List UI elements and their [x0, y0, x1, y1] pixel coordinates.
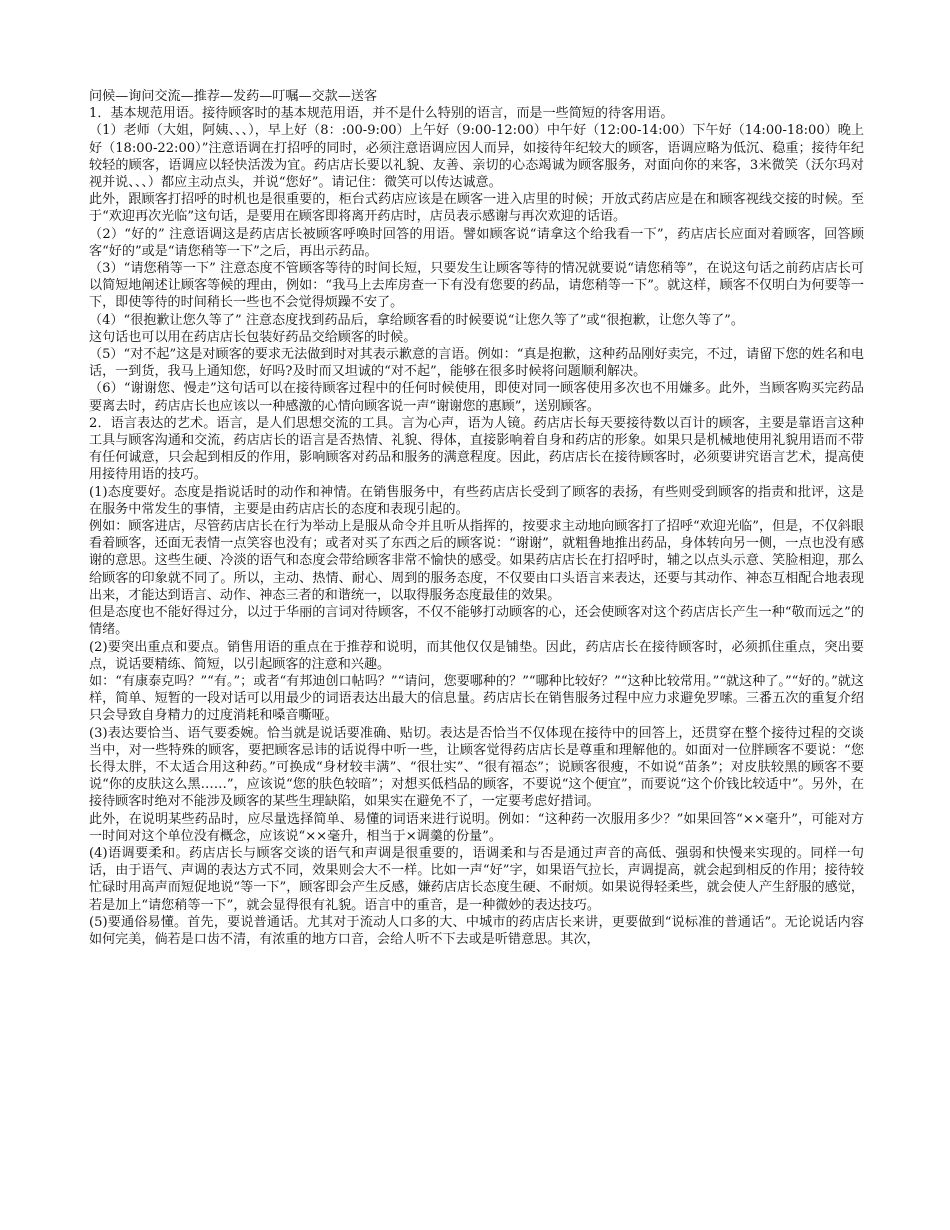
paragraph-ok: （2）“好的” 注意语调这是药店店长被顾客呼唤时回答的用语。譬如顾客说“请拿这个给我看一下”，药店店长应面对着顾客，回答顾客“好的”或是“请您稍等一下”之后，再出示药品。	[89, 226, 864, 259]
paragraph-service-flow: 问候—询问交流—推荐—发药—叮嘱—交款—送客	[89, 89, 378, 104]
paragraph-greeting: （1）老师（大姐，阿姨、、、），早上好（8：:00-9:00）上午好（9:00-12:00）中午好（12:00-14:00）下午好（14:00-18:00）晚上好（18:00-22:00）”注意语调在打招呼的同时，必须注意语调应因人而异，如接待年纪较大的顾客，语调应略为低沉、稳重；接待年纪较轻的顾客，语调应以轻快活泼为宜。药店店长要以礼貌、友善、亲切的心态竭诚为顾客服务，对面向你的来客，3米微笑（沃尔玛对视并说、、、）都应主动点头，并说“您好”。请记住：微笑可以传达诚意。	[89, 123, 864, 191]
paragraph-sorry-wait-usage: 这句话也可以用在药店店长包装好药品交给顾客的时候。	[89, 329, 417, 345]
paragraph-tone: (4)语调要柔和。药店店长与顾客交谈的语气和声调是很重要的，语调柔和与否是通过声音的高低、强弱和快慢来实现的。同样一句话，由于语气、声调的表达方式不同，效果则会大不一样。比如一声“好”字，如果语气拉长，声调提高，就会起到相反的作用；接待较忙碌时用高声而短促地说“等一下”，顾客即会产生反感，嫌药店店长态度生硬、不耐烦。如果说得轻柔些，就会使人产生舒服的感觉，若是加上“请您稍等一下”，就会显得很有礼貌。语言中的重音，是一种微妙的表达技巧。	[89, 845, 864, 913]
paragraph-attitude-example: 例如：顾客进店，尽管药店店长在行为举动上是服从命令并且听从指挥的，按要求主动地向顾客打了招呼“欢迎光临”，但是，不仅斜眼看着顾客，还面无表情一点笑容也没有；或者对买了东西之后的顾客说：“谢谢”，就粗鲁地推出药品，身体转向另一侧，一点也没有感谢的意思。这些生硬、冷淡的语气和态度会带给顾客非常不愉快的感受。如果药店店长在打招呼时，辅之以点头示意、笑脸相迎，那么给顾客的印象就不同了。所以，主动、热情、耐心、周到的服务态度，不仅要由口头语言来表达，还要与其动作、神态互相配合地表现出来，才能达到语言、动作、神态三者的和谐统一，以取得服务态度最佳的效果。	[89, 519, 864, 603]
paragraph-thanks: （6）“谢谢您、慢走”这句话可以在接待顾客过程中的任何时候使用，即使对同一顾客使用多次也不用嫌多。此外，当顾客购买完药品要离去时，药店店长也应该以一种感激的心情向顾客说一声“谢谢您的惠顾”，送别顾客。	[89, 381, 864, 414]
paragraph-focus: (2)要突出重点和要点。销售用语的重点在于推荐和说明，而其他仅仅是铺垫。因此，药店店长在接待顾客时，必须抓住重点，突出要点，说话要精练、简短，以引起顾客的注意和兴趣。	[89, 639, 864, 672]
paragraph-attitude: (1)态度要好。态度是指说话时的动作和神情。在销售服务中，有些药店店长受到了顾客的表扬，有些则受到顾客的指责和批评，这是在服务中常发生的事情，主要是由药店店长的态度和表现引起的。	[89, 484, 864, 517]
paragraph-please-wait: （3）“请您稍等一下” 注意态度不管顾客等待的时间长短，只要发生让顾客等待的情况就要说“请您稍等”，在说这句话之前药店店长可以简短地阐述让顾客等候的理由，例如：“我马上去库房查一下有没有您要的药品，请您稍等一下”。就这样，顾客不仅明白为何要等一下，即使等待的时间稍长一些也不会觉得烦躁不安了。	[89, 261, 864, 311]
paragraph-language-art: 2．语言表达的艺术。语言，是人们思想交流的工具。言为心声，语为人镜。药店店长每天要接待数以百计的顾客，主要是靠语言这种工具与顾客沟通和交流，药店店长的语言是否热情、礼貌、得体，直接影响着自身和药店的形象。如果只是机械地使用礼貌用语而不带有任何诚意，只会起到相反的作用，影响顾客对药品和服务的满意程度。因此，药店店长在接待顾客时，必须要讲究语言艺术，提高使用接待用语的技巧。	[89, 415, 864, 483]
paragraph-plain-speech: (5)要通俗易懂。首先，要说普通话。尤其对于流动人口多的大、中城市的药店店长来讲，更要做到“说标准的普通话”。无论说话内容如何完美，倘若是口齿不清，有浓重的地方口音，会给人听不下去或是听错意思。其次，	[89, 914, 864, 947]
document-body	[89, 88, 864, 948]
paragraph-apology: （5）“对不起”这是对顾客的要求无法做到时对其表示歉意的言语。例如：“真是抱歉，这种药品刚好卖完，不过，请留下您的姓名和电话，一到货，我马上通知您，好吗?及时而又坦诚的“对不起”，能够在很多时候将问题顺利解决。	[89, 347, 864, 380]
paragraph-greeting-timing: 此外，跟顾客打招呼的时机也是很重要的，柜台式药店应该是在顾客一进入店里的时候；开放式药店应是在和顾客视线交接的时候。至于“欢迎再次光临”这句话，是要用在顾客即将离开药店时，店员表示感谢与再次欢迎的话语。	[89, 192, 864, 225]
paragraph-sorry-wait: （4）“很抱歉让您久等了” 注意态度找到药品后，拿给顾客看的时候要说“让您久等了”或“很抱歉，让您久等了”。	[89, 312, 744, 328]
paragraph-appropriate: (3)表达要恰当、语气要委婉。恰当就是说话要准确、贴切。表达是否恰当不仅体现在接待中的回答上，还贯穿在整个接待过程的交谈当中，对一些特殊的顾客，要把顾客忌讳的话说得中听一些，让顾客觉得药店店长是尊重和理解他的。如面对一位胖顾客不要说：“您长得太胖，不太适合用这种药。”可换成“身材较丰满”、“很壮实”、“很有福态”；说顾客很瘦，不如说“苗条”；对皮肤较黑的顾客不要说“你的皮肤这么黑……”，应该说“您的肤色较暗”；对想买低档品的顾客，不要说“这个便宜”，而要说“这个价钱比较适中”。另外，在接待顾客时绝对不能涉及顾客的某些生理缺陷，如果实在避免不了，一定要考虑好措词。	[89, 725, 864, 810]
paragraph-attitude-caution: 但是态度也不能好得过分，以过于华丽的言词对待顾客，不仅不能够打动顾客的心，还会使顾客对这个药店店长产生一种“敬而远之”的情绪。	[89, 605, 864, 638]
paragraph-focus-example: 如：“有康泰克吗？”“有。”；或者“有邦迪创口帖吗？”“请问，您要哪种的？”“哪种比较好？”“这种比较常用。”“就这种了。”“好的。”就这样，简单、短暂的一段对话可以用最少的词语表达出最大的信息量。药店店长在销售服务过程中应力求避免罗嗦。三番五次的重复介绍只会导致自身精力的过度消耗和嗓音嘶哑。	[89, 673, 864, 724]
paragraph-explain-simply: 此外，在说明某些药品时，应尽量选择简单、易懂的词语来进行说明。例如：“这种药一次服用多少？”如果回答“××毫升”，可能对方一时间对这个单位没有概念，应该说“××毫升，相当于×调羹的份量”。	[89, 811, 864, 844]
paragraph-basic-phrases: 1．基本规范用语。接待顾客时的基本规范用语，并不是什么特别的语言，而是一些简短的待客用语。	[89, 106, 674, 122]
